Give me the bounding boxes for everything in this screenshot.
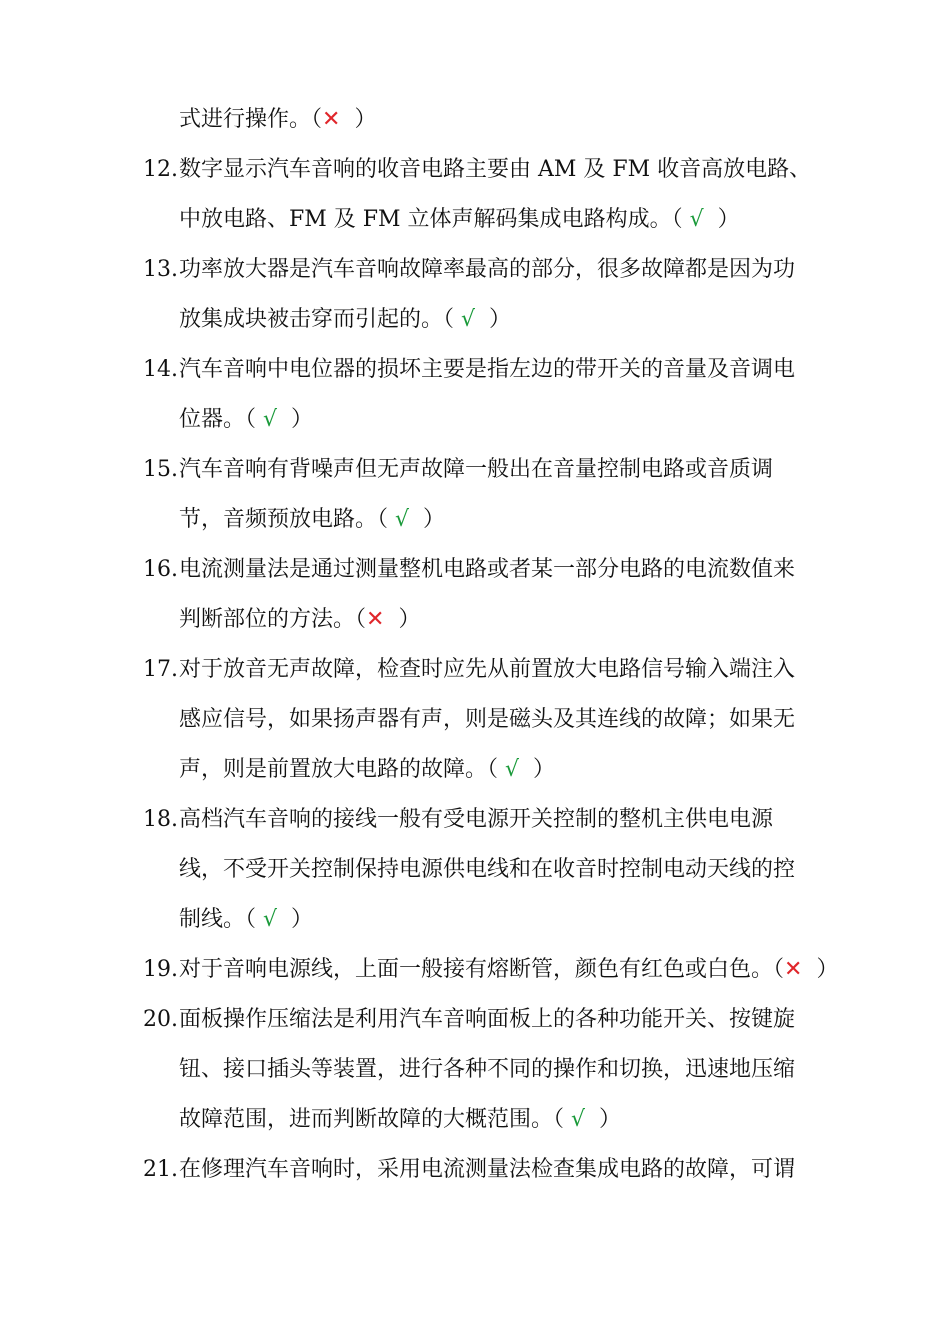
item-18-number: 18. <box>143 807 178 832</box>
item-17-line-1: 对于放音无声故障，检查时应先从前置放大电路信号输入端注入 <box>179 657 796 682</box>
item-18-line-1: 高档汽车音响的接线一般有受电源开关控制的整机主供电电源 <box>179 807 774 832</box>
item-15-line-1: 汽车音响有背噪声但无声故障一般出在音量控制电路或音质调 <box>179 457 774 482</box>
item-14-line-1: 汽车音响中电位器的损坏主要是指左边的带开关的音量及音调电 <box>179 357 796 382</box>
item-19-line-1: 对于音响电源线，上面一般接有熔断管，颜色有红色或白色。（✕ ） <box>179 957 839 982</box>
item-16-line-2: 判断部位的方法。（✕ ） <box>179 607 421 632</box>
item-18-line-2: 线，不受开关控制保持电源供电线和在收音时控制电动天线的控 <box>179 857 796 882</box>
check-mark-icon: √ <box>505 757 520 782</box>
item-13-line-2: 放集成块被击穿而引起的。（ √ ） <box>179 307 512 332</box>
check-mark-icon: √ <box>689 207 704 232</box>
item-17-number: 17. <box>143 657 178 682</box>
check-mark-icon: √ <box>461 307 476 332</box>
item-20-line-3: 故障范围，进而判断故障的大概范围。（ √ ） <box>179 1107 622 1132</box>
wrong-mark-icon: ✕ <box>366 607 385 632</box>
item-18-line-3: 制线。（ √ ） <box>179 907 314 932</box>
check-mark-icon: √ <box>263 907 278 932</box>
item-11-line-1: 式进行操作。（✕ ） <box>179 107 377 132</box>
item-21-line-1: 在修理汽车音响时，采用电流测量法检查集成电路的故障，可谓 <box>179 1157 796 1182</box>
item-12-line-1: 数字显示汽车音响的收音电路主要由 AM 及 FM 收音高放电路、 <box>179 157 812 182</box>
item-20-number: 20. <box>143 1007 178 1032</box>
item-13-number: 13. <box>143 257 178 282</box>
wrong-mark-icon: ✕ <box>784 957 803 982</box>
item-19-number: 19. <box>143 957 178 982</box>
item-20-line-1: 面板操作压缩法是利用汽车音响面板上的各种功能开关、按键旋 <box>179 1007 796 1032</box>
item-16-number: 16. <box>143 557 178 582</box>
item-20-line-2: 钮、接口插头等装置，进行各种不同的操作和切换，迅速地压缩 <box>179 1057 796 1082</box>
item-12-number: 12. <box>143 157 178 182</box>
check-mark-icon: √ <box>571 1107 586 1132</box>
item-17-line-2: 感应信号，如果扬声器有声，则是磁头及其连线的故障；如果无 <box>179 707 796 732</box>
item-21-number: 21. <box>143 1157 178 1182</box>
check-mark-icon: √ <box>395 507 410 532</box>
item-14-line-2: 位器。（ √ ） <box>179 407 314 432</box>
item-14-number: 14. <box>143 357 178 382</box>
item-15-line-2: 节，音频预放电路。（ √ ） <box>179 507 446 532</box>
check-mark-icon: √ <box>263 407 278 432</box>
item-13-line-1: 功率放大器是汽车音响故障率最高的部分，很多故障都是因为功 <box>179 257 796 282</box>
item-12-line-2: 中放电路、FM 及 FM 立体声解码集成电路构成。（ √ ） <box>179 207 740 232</box>
item-15-number: 15. <box>143 457 178 482</box>
wrong-mark-icon: ✕ <box>322 107 341 132</box>
item-17-line-3: 声，则是前置放大电路的故障。（ √ ） <box>179 757 556 782</box>
item-16-line-1: 电流测量法是通过测量整机电路或者某一部分电路的电流数值来 <box>179 557 796 582</box>
